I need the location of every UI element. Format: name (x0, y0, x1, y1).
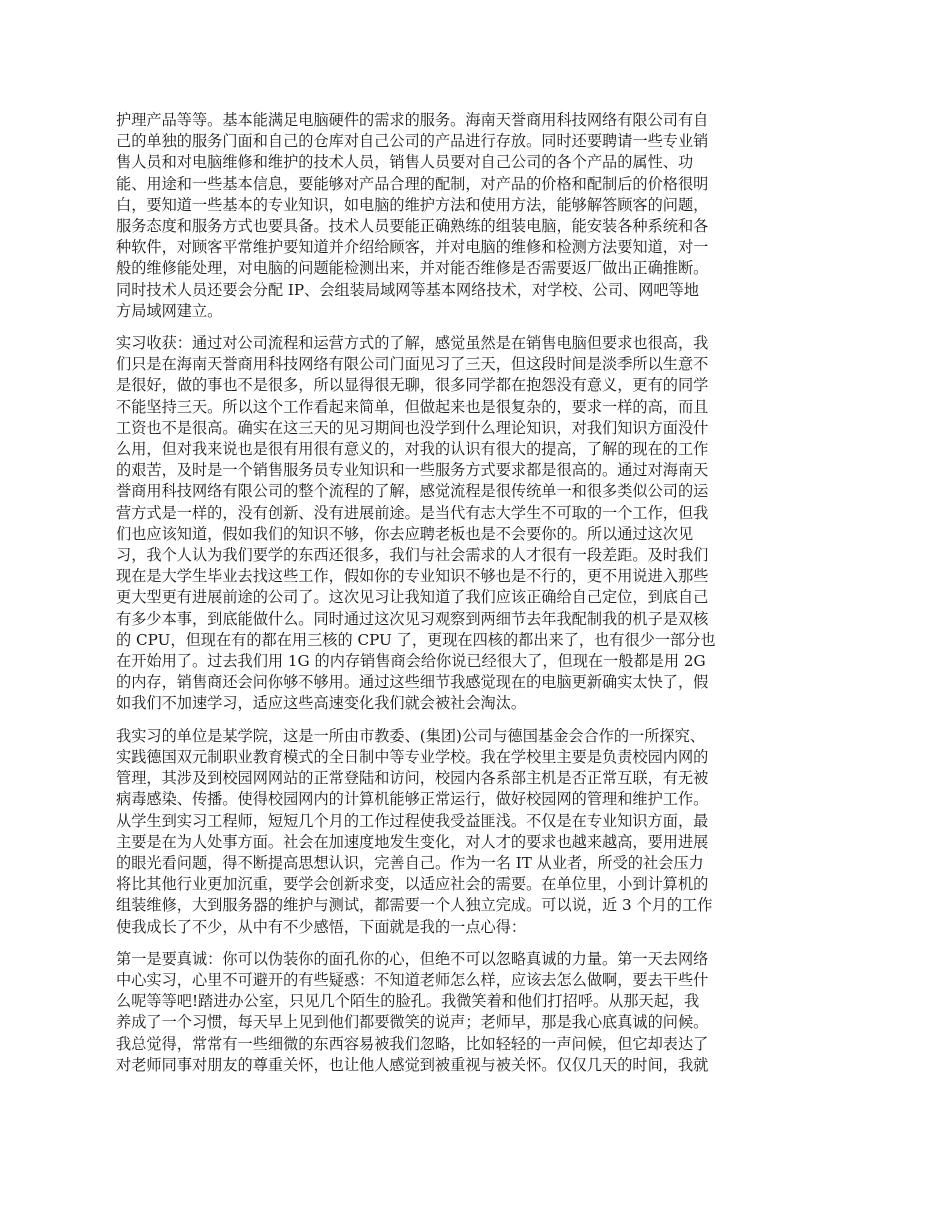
text-line: 白，要知道一些基本的专业知识，如电脑的维护方法和使用方法，能够解答顾客的问题， (116, 195, 709, 214)
text-line: 实习收获：通过对公司流程和运营方式的了解，感觉虽然是在销售电脑但要求也很高，我 (116, 334, 709, 353)
text-line: 主要是在为人处事方面。社会在加速度地发生变化，对人才的要求也越来越高，要用进展 (116, 832, 709, 851)
text-line: 对老师同事对朋友的尊重关怀，也让他人感觉到被重视与被关怀。仅仅几天的时间，我就 (116, 1055, 709, 1074)
text-line: 的眼光看问题，得不断提高思想认识，完善自己。作为一名 IT 从业者，所受的社会压力 (116, 853, 704, 872)
paragraph-1 (116, 110, 838, 322)
text-line: 同时技术人员还要会分配 IP、会组装局域网等基本网络技术，对学校、公司、网吧等地 (116, 280, 699, 299)
text-line: 更大型更有进展前途的公司了。这次见习让我知道了我们应该正确给自己定位，到底自己 (116, 588, 709, 607)
text-line: 护理产品等等。基本能满足电脑硬件的需求的服务。海南天誉商用科技网络有限公司有自 (116, 111, 709, 129)
text-line: 组装维修，大到服务器的维护与测试，都需要一个人独立完成。可以说，近 3 个月的工作 (116, 896, 713, 915)
text-line: 营方式是一样的，没有创新、没有进展前途。是当代有志大学生不可取的一个工作，但我 (116, 503, 709, 522)
text-line: 么用，但对我来说也是很有用很有意义的，对我的认识有很大的提高，了解的现在的工作 (116, 440, 709, 459)
text-line: 己的单独的服务门面和自己的仓库对自己公司的产品进行存放。同时还要聘请一些专业销 (116, 132, 709, 151)
text-line: 是很好，做的事也不是很多，所以显得很无聊，很多同学都在抱怨没有意义，更有的同学 (116, 376, 709, 395)
text-line: 服务态度和服务方式也要具备。技术人员要能正确熟练的组装电脑，能安装各种系统和各 (116, 217, 709, 236)
text-line: 如我们不加速学习，适应这些高速变化我们就会被社会淘汰。 (116, 694, 527, 713)
text-line: 将比其他行业更加沉重，要学会创新求变，以适应社会的需要。在单位里，小到计算机的 (116, 875, 709, 894)
paragraph-3 (116, 726, 838, 938)
document-body (116, 110, 838, 1087)
paragraph-2 (116, 333, 838, 715)
text-line: 我实习的单位是某学院，这是一所由市教委、(集团)公司与德国基金会合作的一所探究、 (116, 726, 705, 745)
text-line: 的艰苦，及时是一个销售服务员专业知识和一些服务方式要求都是很高的。通过对海南天 (116, 461, 709, 480)
text-line: 中心实习，心里不可避开的有些疑惑：不知道老师怎么样，应该去怎么做啊，要去干些什 (116, 970, 709, 989)
text-line: 有多少本事，到底能做什么。同时通过这次见习观察到两细节去年我配制我的机子是双核 (116, 609, 709, 628)
text-line: 能、用途和一些基本信息，要能够对产品合理的配制，对产品的价格和配制后的价格很明 (116, 174, 709, 193)
text-line: 般的维修能处理，对电脑的问题能检测出来，并对能否维修是否需要返厂做出正确推断。 (116, 259, 709, 278)
text-line: 们只是在海南天誉商用科技网络有限公司门面见习了三天，但这段时间是淡季所以生意不 (116, 355, 709, 374)
text-line: 工资也不是很高。确实在这三天的见习期间也没学到什么理论知识，对我们知识方面没什 (116, 418, 709, 437)
text-line: 么呢等等吧!踏进办公室，只见几个陌生的脸孔。我微笑着和他们打招呼。从那天起，我 (116, 992, 700, 1011)
text-line: 习，我个人认为我们要学的东西还很多，我们与社会需求的人才很有一段差距。及时我们 (116, 546, 709, 565)
text-line: 种软件，对顾客平常维护要知道并介绍给顾客，并对电脑的维修和检测方法要知道，对一 (116, 238, 709, 257)
text-line: 管理，其涉及到校园网网站的正常登陆和访问，校园内各系部主机是否正常互联，有无被 (116, 769, 709, 788)
text-line: 现在是大学生毕业去找这些工作，假如你的专业知识不够也是不行的，更不用说进入那些 (116, 567, 709, 586)
text-line: 实践德国双元制职业教育模式的全日制中等专业学校。我在学校里主要是负责校园内网的 (116, 747, 709, 766)
paragraph-4 (116, 949, 838, 1076)
text-line: 养成了一个习惯，每天早上见到他们都要微笑的说声；老师早，那是我心底真诚的问候。 (116, 1013, 709, 1032)
text-line: 不能坚持三天。所以这个工作看起来简单，但做起来也是很复杂的，要求一样的高，而且 (116, 397, 709, 416)
text-line: 我总觉得，常常有一些细微的东西容易被我们忽略，比如轻轻的一声问候，但它却表达了 (116, 1034, 709, 1053)
text-line: 方局域网建立。 (116, 301, 223, 320)
text-line: 病毒感染、传播。使得校园网内的计算机能够正常运行，做好校园网的管理和维护工作。 (116, 790, 709, 809)
text-line: 售人员和对电脑维修和维护的技术人员，销售人员要对自己公司的各个产品的属性、功 (116, 153, 694, 172)
text-line: 誉商用科技网络有限公司的整个流程的了解，感觉流程是很传统单一和很多类似公司的运 (116, 482, 709, 501)
text-line: 们也应该知道，假如我们的知识不够，你去应聘老板也是不会要你的。所以通过这次见 (116, 524, 694, 543)
text-line: 的 CPU，但现在有的都在用三核的 CPU 了，更现在四核的都出来了，也有很少一部分也 (116, 630, 716, 649)
text-line: 的内存，销售商还会问你够不够用。通过这些细节我感觉现在的电脑更新确实太快了，假 (116, 673, 709, 692)
text-line: 第一是要真诚：你可以伪装你的面孔你的心，但绝不可以忽略真诚的力量。第一天去网络 (116, 949, 709, 968)
text-line: 在开始用了。过去我们用 1G 的内存销售商会给你说已经很大了，但现在一般都是用 2G (116, 652, 706, 671)
text-line: 从学生到实习工程师，短短几个月的工作过程使我受益匪浅。不仅是在专业知识方面，最 (116, 811, 709, 830)
text-line: 使我成长了不少，从中有不少感悟，下面就是我的一点心得： (116, 917, 527, 936)
